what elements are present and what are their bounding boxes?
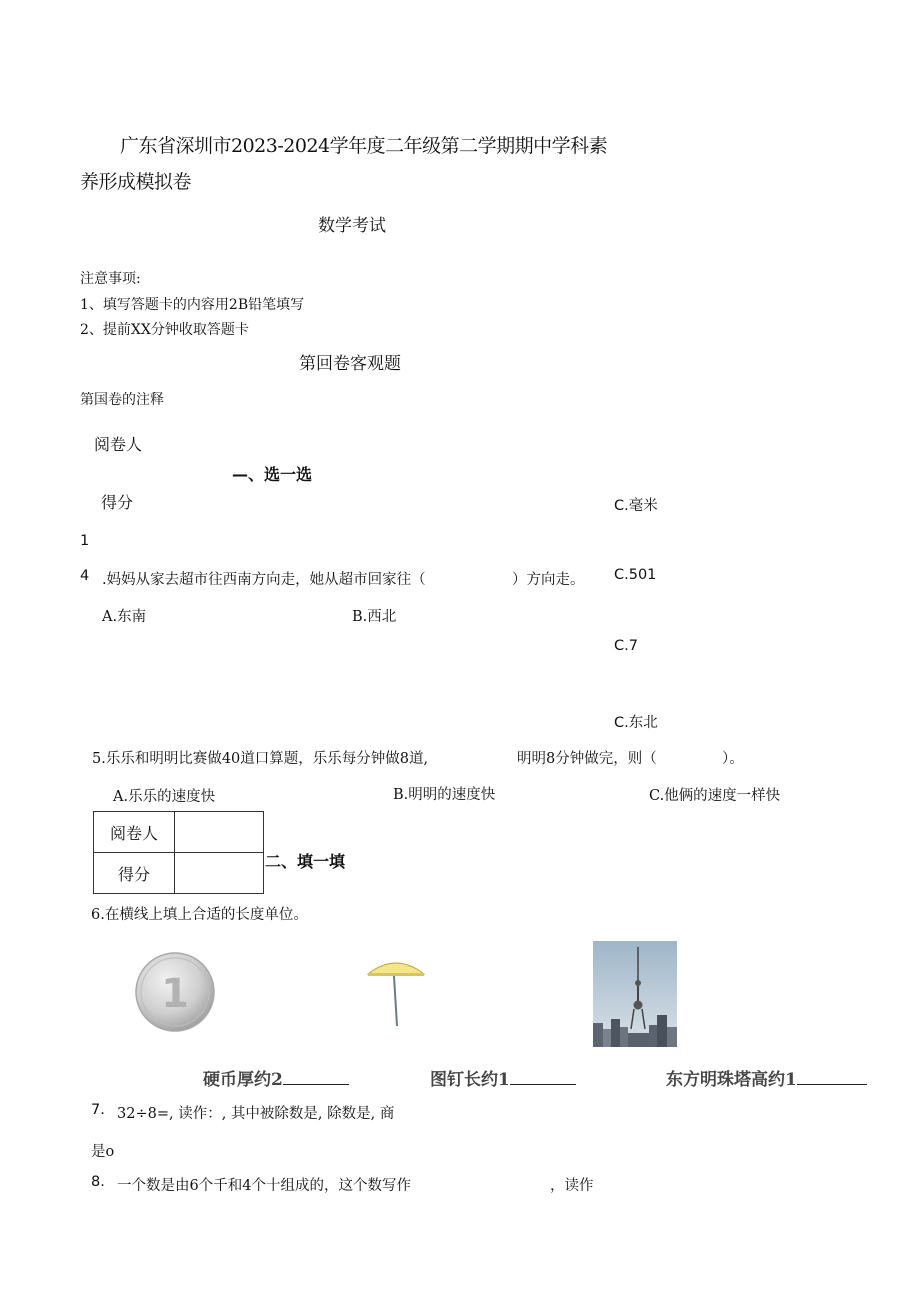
volume-title: 第回卷客观题 [299,354,401,374]
q5-option-c: C.他俩的速度一样快 [649,788,781,804]
document-title-line2: 养形成模拟卷 [80,171,192,193]
section2-score-table [93,811,264,894]
q5-option-a: A.乐乐的速度快 [113,789,216,805]
section2-reviewer-cell[interactable] [175,812,264,853]
caption-tower-text: 东方明珠塔高约1 [666,1070,797,1090]
q4-option-b: B.西北 [352,609,397,625]
q4-option-a: A.东南 [102,609,147,625]
section2-score-label: 得分 [94,853,175,894]
stray-number: 1 [80,533,90,549]
coin-answer-blank[interactable] [283,1066,349,1085]
pushpin-image [364,958,428,1028]
q5-option-b: B.明明的速度快 [393,787,496,803]
stray-option-c-3: C.7 [614,638,638,654]
coin-digit: 1 [161,971,189,1017]
section1-score-label: 得分 [101,493,134,512]
exam-subtitle: 数学考试 [318,216,386,236]
stray-option-c-4: C.东北 [614,715,658,731]
caption-coin-text: 硬币厚约2 [203,1070,283,1090]
caption-pushpin-text: 图钉长约1 [430,1070,510,1090]
q5-text: 5.乐乐和明明比赛做40道口算题，乐乐每分钟做8道, [92,751,429,767]
coin-image [134,951,216,1033]
section2-score-cell[interactable] [175,853,264,894]
q7-number: 7. [91,1102,105,1118]
q4-text: .妈妈从家去超市往西南方向走，她从超市回家往（ [102,572,426,588]
section2-heading: 二、填一填 [265,852,346,871]
tower-answer-blank[interactable] [797,1066,867,1085]
caption-pushpin [430,1065,576,1090]
section2-reviewer-label: 阅卷人 [94,812,175,853]
q8-text: 一个数是由6个千和4个十组成的，这个数写作 [117,1178,411,1194]
q5-text-end: ）。 [722,751,744,767]
q4-text-end: ）方向走。 [512,572,585,588]
notes-item-1: 1、填写答题卡的内容用2B铅笔填写 [80,297,305,313]
q6-text: 6.在横线上填上合适的长度单位。 [91,907,308,923]
pushpin-answer-blank[interactable] [510,1066,576,1085]
q8-text-end: ，读作 [550,1178,594,1194]
notes-heading: 注意事项: [80,271,141,287]
section1-reviewer-label: 阅卷人 [94,435,143,454]
document-title-line1: 广东省深圳市2023-2024学年度二年级第二学期期中学科素 [120,135,608,157]
stray-option-c-1: C.毫米 [614,498,658,514]
q7-text-line2: 是o [91,1144,115,1160]
section1-heading: —、选一选 [232,465,313,484]
volume-note: 第国卷的注释 [80,392,164,408]
q5-text-mid: 明明8分钟做完，则（ [517,751,657,767]
stray-option-c-2: C.501 [614,567,657,583]
notes-item-2: 2、提前XX分钟收取答题卡 [80,322,249,338]
q7-text: 32÷8=, 读作：, 其中被除数是, 除数是, 商 [117,1106,395,1122]
caption-coin [203,1065,349,1090]
caption-tower [666,1065,867,1090]
q8-number: 8. [91,1174,105,1190]
q4-number: 4 [80,568,90,584]
oriental-pearl-tower-photo [593,941,677,1047]
